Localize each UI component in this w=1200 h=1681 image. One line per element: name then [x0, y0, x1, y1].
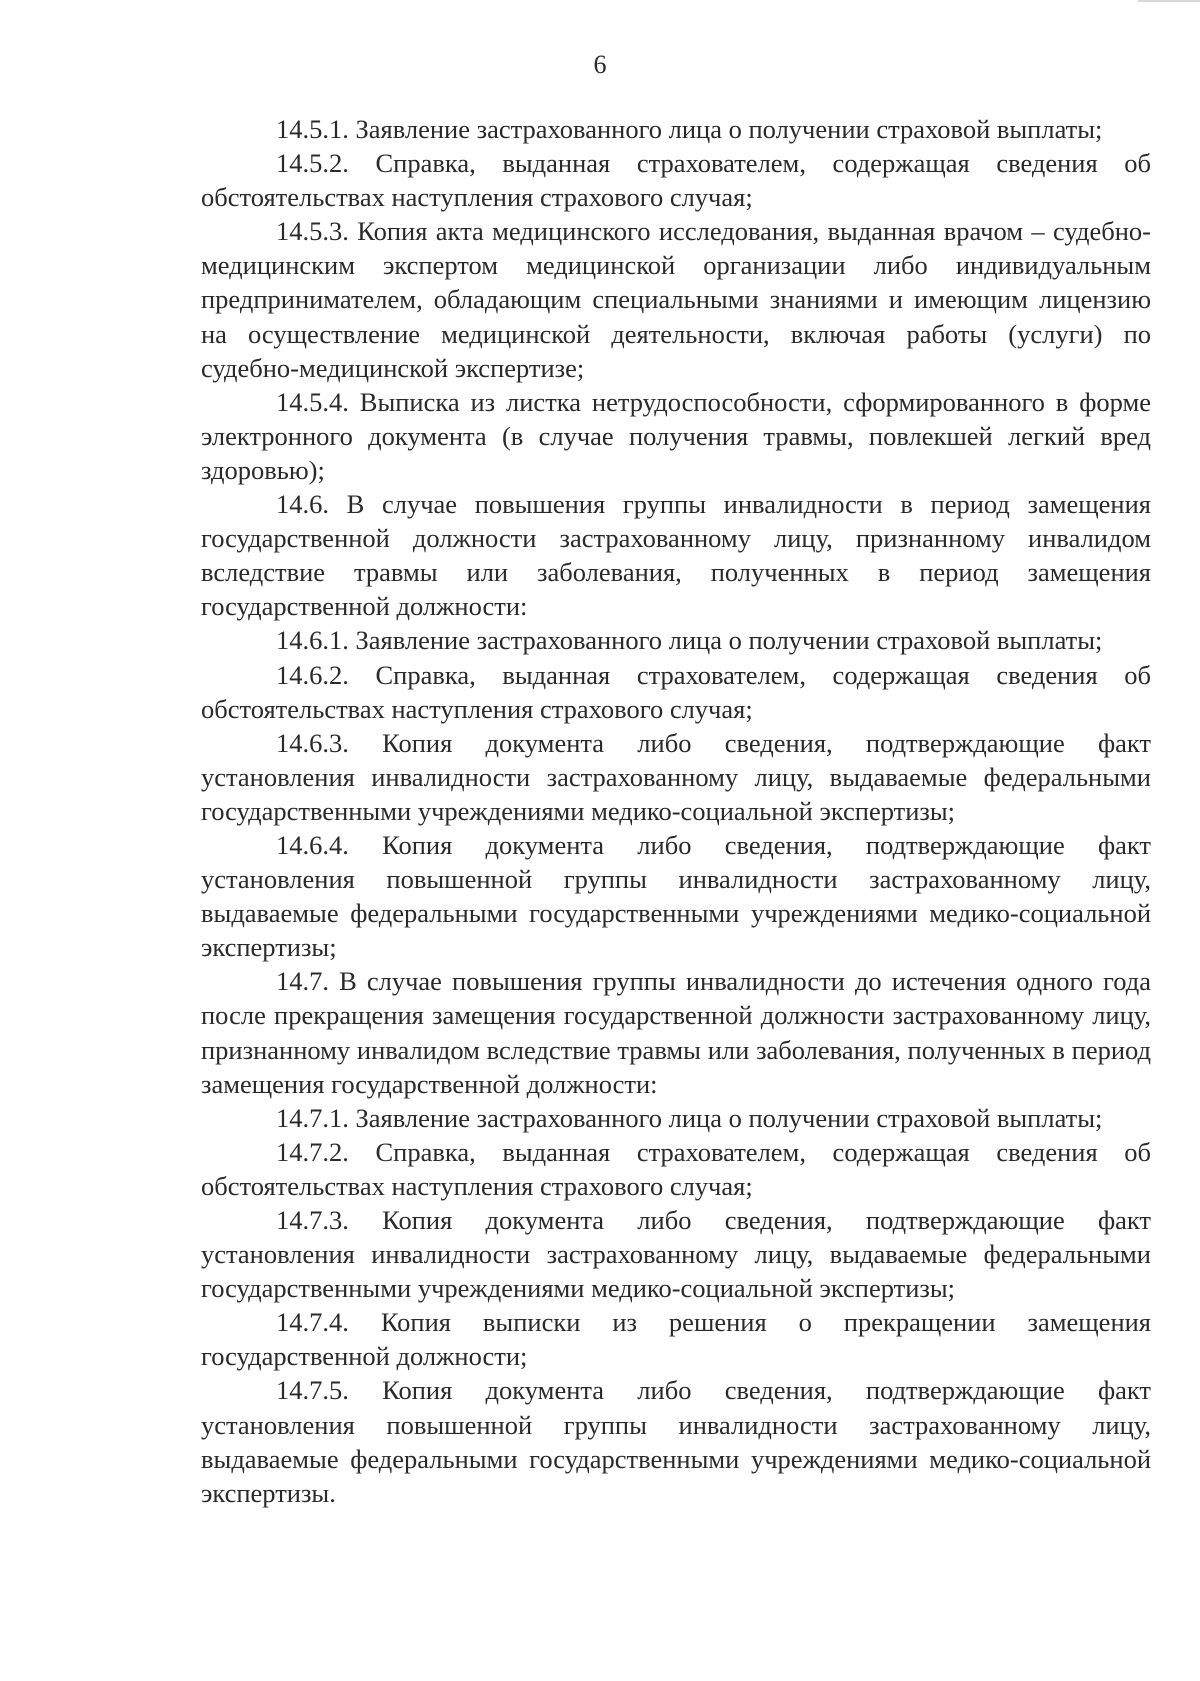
paragraph-14-5-3: 14.5.3. Копия акта медицинского исследования, выданная врачом – судебно-медицинским экспертом медицинской организации либо индивидуальным предпринимателем, обладающим специальными знаниями и имеющим лицензию на осуществление медицинской деятельности, включая работы (услуги) по судебно-медицинской экспертизе; [201, 216, 1151, 383]
paragraph-14-7-2: 14.7.2. Справка, выданная страхователем, содержащая сведения об обстоятельствах наступления страхового случая; [201, 1136, 1151, 1201]
paragraph-14-7-3: 14.7.3. Копия документа либо сведения, подтверждающие факт установления инвалидности застрахованному лицу, выдаваемые федеральными государственными учреждениями медико-социальной экспертизы; [201, 1205, 1151, 1304]
paragraph-14-6-4: 14.6.4. Копия документа либо сведения, подтверждающие факт установления повышенной группы инвалидности застрахованному лицу, выдаваемые федеральными государственными учреждениями медико-социальной экспертизы; [201, 829, 1151, 963]
paragraph-14-6-2: 14.6.2. Справка, выданная страхователем, содержащая сведения об обстоятельствах наступления страхового случая; [201, 659, 1151, 724]
paragraph-14-5-4: 14.5.4. Выписка из листка нетрудоспособности, сформированного в форме электронного документа (в случае получения травмы, повлекшей легкий вред здоровью); [201, 386, 1151, 485]
paragraph-14-5-2: 14.5.2. Справка, выданная страхователем, содержащая сведения об обстоятельствах наступления страхового случая; [201, 148, 1151, 213]
paragraph-14-6-1: 14.6.1. Заявление застрахованного лица о получении страховой выплаты; [276, 625, 1103, 656]
scan-edge-mark [1138, 0, 1200, 2]
page-number: 6 [593, 50, 607, 79]
paragraph-14-7: 14.7. В случае повышения группы инвалидности до истечения одного года после прекращения замещения государственной должности застрахованному лицу, признанному инвалидом вследствие травмы или заболевания, полученных в период замещения государственной должности: [201, 966, 1151, 1099]
paragraph-14-5-1: 14.5.1. Заявление застрахованного лица о получении страховой выплаты; [276, 114, 1103, 144]
paragraph-14-7-5: 14.7.5. Копия документа либо сведения, подтверждающие факт установления повышенной группы инвалидности застрахованному лицу, выдаваемые федеральными государственными учреждениями медико-социальной экспертизы. [201, 1375, 1151, 1508]
paragraph-14-6-3: 14.6.3. Копия документа либо сведения, подтверждающие факт установления инвалидности застрахованному лицу, выдаваемые федеральными государственными учреждениями медико-социальной экспертизы; [201, 727, 1151, 826]
paragraph-14-7-1: 14.7.1. Заявление застрахованного лица о получении страховой выплаты; [276, 1102, 1103, 1133]
document-body [201, 112, 1151, 1510]
paragraph-14-7-4: 14.7.4. Копия выписки из решения о прекращении замещения государственной должности; [201, 1307, 1151, 1372]
paragraph-14-6: 14.6. В случае повышения группы инвалидности в период замещения государственной должности застрахованному лицу, признанному инвалидом вследствие травмы или заболевания, полученных в период замещения государственной должности: [201, 489, 1151, 622]
